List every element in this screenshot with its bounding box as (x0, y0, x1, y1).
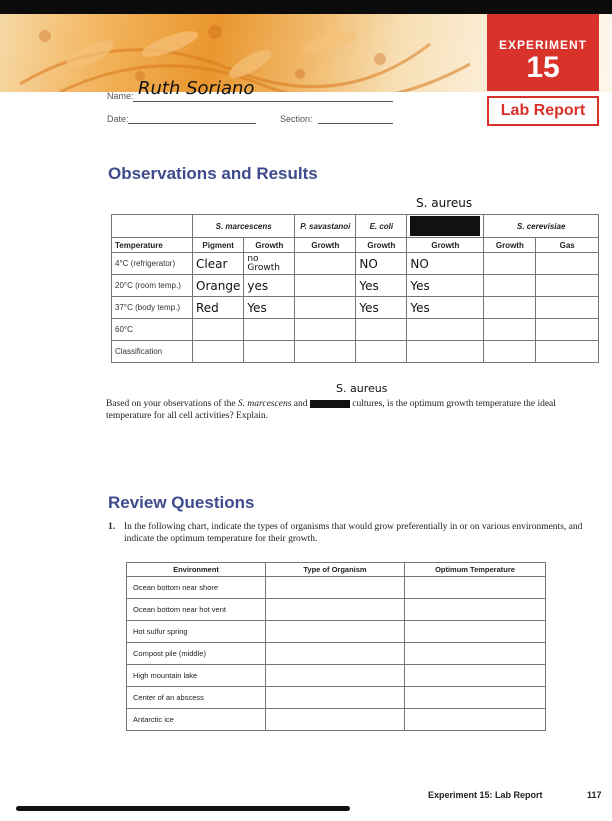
table-row (112, 297, 599, 319)
observations-title: Observations and Results (108, 164, 318, 183)
row-label: 4°C (refrigerator) (112, 253, 193, 275)
col-growth-3: Growth (356, 238, 407, 253)
header-redacted (407, 215, 484, 238)
header-p-savastanoi: P. savastanoi (295, 215, 356, 238)
environment-cell: Ocean bottom near shore (127, 577, 266, 599)
p-savastanoi-cell[interactable] (295, 319, 356, 341)
environment-cell: Center of an abscess (127, 687, 266, 709)
organism-cell[interactable] (266, 687, 405, 709)
pigment-cell[interactable]: Clear (193, 253, 244, 275)
top-bar (0, 0, 612, 14)
s-cerevisiae-gas-cell[interactable] (536, 341, 599, 363)
p-savastanoi-cell[interactable] (295, 275, 356, 297)
pigment-cell[interactable]: Red (193, 297, 244, 319)
temperature-cell[interactable] (405, 643, 546, 665)
date-label: Date: (107, 114, 129, 124)
table-row (127, 687, 546, 709)
page-number: 117 (587, 790, 602, 800)
observations-table (111, 214, 599, 363)
pigment-cell[interactable] (193, 341, 244, 363)
table-row (112, 253, 599, 275)
temperature-cell[interactable] (405, 687, 546, 709)
p-savastanoi-cell[interactable] (295, 253, 356, 275)
header-e-coli: E. coli (356, 215, 407, 238)
footer-title: Experiment 15: Lab Report (428, 790, 543, 800)
s-aureus-cell[interactable] (407, 341, 484, 363)
temperature-cell[interactable] (405, 599, 546, 621)
col-environment: Environment (127, 563, 266, 577)
s-cerevisiae-gas-cell[interactable] (536, 253, 599, 275)
s-aureus-cell[interactable]: Yes (407, 297, 484, 319)
growth-cell[interactable]: yes (244, 275, 295, 297)
experiment-label: EXPERIMENT (498, 38, 587, 52)
environment-cell: Ocean bottom near hot vent (127, 599, 266, 621)
question-species: S. marcescens (237, 399, 292, 409)
col-gas: Gas (536, 238, 599, 253)
organism-cell[interactable] (266, 577, 405, 599)
s-cerevisiae-gas-cell[interactable] (536, 319, 599, 341)
question-1-text: In the following chart, indicate the types of organisms that would grow preferentially in or on various environments, and indicate the optimum temperature for their growth. (124, 522, 583, 544)
s-aureus-cell[interactable] (407, 319, 484, 341)
s-cerevisiae-gas-cell[interactable] (536, 275, 599, 297)
name-line (133, 101, 393, 102)
pigment-cell[interactable]: Orange (193, 275, 244, 297)
header-s-marcescens: S. marcescens (193, 215, 295, 238)
s-cerevisiae-growth-cell[interactable] (484, 275, 536, 297)
organism-cell[interactable] (266, 643, 405, 665)
growth-cell[interactable]: Yes (244, 297, 295, 319)
col-type-of-organism: Type of Organism (266, 563, 405, 577)
organism-cell[interactable] (266, 709, 405, 731)
s-aureus-cell[interactable]: Yes (407, 275, 484, 297)
s-cerevisiae-growth-cell[interactable] (484, 341, 536, 363)
environment-table (126, 562, 546, 731)
table-row (127, 643, 546, 665)
home-indicator[interactable] (16, 806, 350, 811)
review-questions-title: Review Questions (108, 493, 255, 512)
redaction-block (310, 400, 350, 408)
environment-cell: High mountain lake (127, 665, 266, 687)
e-coli-cell[interactable] (356, 341, 407, 363)
temperature-cell[interactable] (405, 621, 546, 643)
col-optimum-temperature: Optimum Temperature (405, 563, 546, 577)
question-text-pre: Based on your observations of the (106, 399, 236, 409)
s-cerevisiae-growth-cell[interactable] (484, 253, 536, 275)
table-row (112, 341, 599, 363)
e-coli-cell[interactable]: Yes (356, 275, 407, 297)
col-pigment: Pigment (193, 238, 244, 253)
table-row (127, 621, 546, 643)
species-header-row (112, 215, 599, 238)
answer-area[interactable] (106, 426, 596, 488)
observation-question (106, 398, 602, 422)
experiment-badge (487, 14, 599, 91)
s-cerevisiae-gas-cell[interactable] (536, 297, 599, 319)
row-label: 37°C (body temp.) (112, 297, 193, 319)
name-label: Name: (107, 91, 134, 101)
column-header-row (112, 238, 599, 253)
temperature-cell[interactable] (405, 709, 546, 731)
s-cerevisiae-growth-cell[interactable] (484, 297, 536, 319)
name-value[interactable]: Ruth Soriano (138, 78, 255, 99)
section-label: Section: (280, 114, 313, 124)
growth-cell[interactable]: no Growth (244, 253, 295, 275)
e-coli-cell[interactable] (356, 319, 407, 341)
organism-cell[interactable] (266, 665, 405, 687)
col-growth-1: Growth (244, 238, 295, 253)
row-label: 60°C (112, 319, 193, 341)
row-label: 20°C (room temp.) (112, 275, 193, 297)
environment-cell: Compost pile (middle) (127, 643, 266, 665)
col-temperature: Temperature (112, 238, 193, 253)
question-text-mid: and (293, 399, 308, 409)
organism-cell[interactable] (266, 621, 405, 643)
p-savastanoi-cell[interactable] (295, 297, 356, 319)
e-coli-cell[interactable]: NO (356, 253, 407, 275)
col-growth-2: Growth (295, 238, 356, 253)
date-line[interactable] (128, 123, 256, 124)
temperature-cell[interactable] (405, 665, 546, 687)
table-row (127, 577, 546, 599)
environment-cell: Hot sulfur spring (127, 621, 266, 643)
redaction-block (410, 216, 480, 236)
p-savastanoi-cell[interactable] (295, 341, 356, 363)
environment-cell: Antarctic ice (127, 709, 266, 731)
header-blank (112, 215, 193, 238)
row-label: Classification (112, 341, 193, 363)
s-aureus-cell[interactable]: NO (407, 253, 484, 275)
growth-cell[interactable] (244, 319, 295, 341)
handwritten-species-header: S. aureus (416, 196, 473, 210)
experiment-number: 15 (526, 51, 560, 84)
col-growth-5: Growth (484, 238, 536, 253)
e-coli-cell[interactable]: Yes (356, 297, 407, 319)
table-row (127, 665, 546, 687)
organism-cell[interactable] (266, 599, 405, 621)
table-row (112, 319, 599, 341)
temperature-cell[interactable] (405, 577, 546, 599)
growth-cell[interactable] (244, 341, 295, 363)
table-row (127, 709, 546, 731)
environment-header-row (127, 563, 546, 577)
question-text-post: cultures, is the optimum growth temperature the ideal temperature for all cell activities? Explain. (106, 399, 556, 421)
header-s-cerevisiae: S. cerevisiae (484, 215, 599, 238)
s-cerevisiae-growth-cell[interactable] (484, 319, 536, 341)
handwritten-species-above-question: S. aureus (336, 382, 388, 395)
table-row (112, 275, 599, 297)
lab-report-label: Lab Report (487, 96, 599, 126)
pigment-cell[interactable] (193, 319, 244, 341)
section-line[interactable] (318, 123, 393, 124)
table-row (127, 599, 546, 621)
question-number: 1. (108, 522, 116, 532)
col-growth-4: Growth (407, 238, 484, 253)
